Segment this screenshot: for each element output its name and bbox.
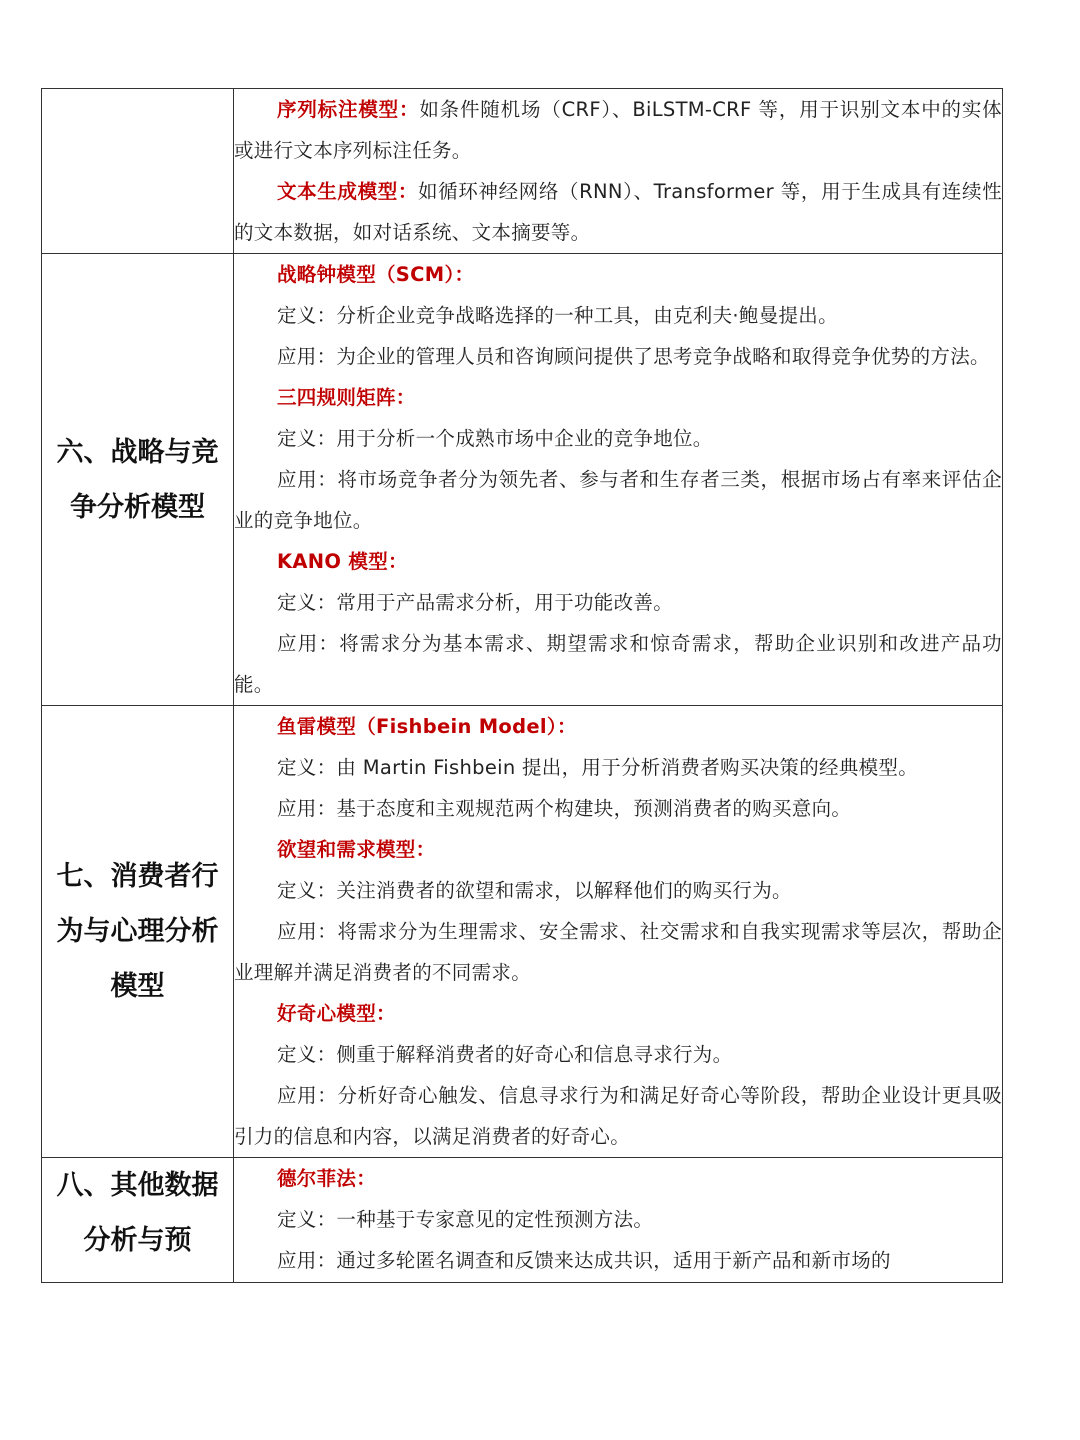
content-cell <box>234 89 1003 254</box>
paragraph-text: 应用：将需求分为基本需求、期望需求和惊奇需求，帮助企业识别和改进产品功能。 <box>234 632 1002 696</box>
model-title: 三四规则矩阵： <box>277 386 416 409</box>
category-label: 六、战略与竞争分析模型 <box>56 436 219 523</box>
table-row <box>42 89 1003 254</box>
paragraph <box>234 295 1002 336</box>
category-label: 八、其他数据分析与预 <box>56 1170 219 1256</box>
paragraph-text: 定义：关注消费者的欲望和需求，以解释他们的购买行为。 <box>277 879 792 902</box>
paragraph <box>234 1158 1002 1199</box>
category-cell <box>42 1158 234 1283</box>
paragraph <box>234 418 1002 459</box>
paragraph-text: 定义：一种基于专家意见的定性预测方法。 <box>277 1208 654 1231</box>
paragraph <box>234 377 1002 418</box>
paragraph <box>234 993 1002 1034</box>
model-title: 德尔菲法： <box>277 1167 377 1190</box>
content-cell <box>234 1158 1003 1283</box>
model-title: 序列标注模型： <box>277 98 420 121</box>
table-row <box>42 1158 1003 1283</box>
model-title: KANO 模型： <box>277 550 408 573</box>
table-row <box>42 706 1003 1158</box>
paragraph <box>234 1075 1002 1157</box>
paragraph-text: 定义：分析企业竞争战略选择的一种工具，由克利夫·鲍曼提出。 <box>277 304 838 327</box>
paragraph-text: 如条件随机场（CRF）、BiLSTM-CRF 等，用于识别文本中的实体或进行文本序列标注任务。 <box>234 98 1002 162</box>
paragraph-text: 应用：将需求分为生理需求、安全需求、社交需求和自我实现需求等层次，帮助企业理解并满足消费者的不同需求。 <box>234 920 1002 984</box>
paragraph-text: 应用：将市场竞争者分为领先者、参与者和生存者三类，根据市场占有率来评估企业的竞争地位。 <box>234 468 1002 532</box>
model-title: 欲望和需求模型： <box>277 838 436 861</box>
paragraph <box>234 1240 1002 1281</box>
paragraph-text: 定义：常用于产品需求分析，用于功能改善。 <box>277 591 674 614</box>
paragraph <box>234 623 1002 705</box>
paragraph <box>234 706 1002 747</box>
table-row <box>42 254 1003 706</box>
paragraph-text: 定义：用于分析一个成熟市场中企业的竞争地位。 <box>277 427 713 450</box>
content-cell <box>234 254 1003 706</box>
model-title: 好奇心模型： <box>277 1002 396 1025</box>
paragraph-text: 定义：侧重于解释消费者的好奇心和信息寻求行为。 <box>277 1043 733 1066</box>
model-title: 战略钟模型（SCM）： <box>277 263 475 286</box>
model-title: 文本生成模型： <box>277 180 418 203</box>
category-cell <box>42 254 234 706</box>
paragraph <box>234 870 1002 911</box>
paragraph <box>234 829 1002 870</box>
paragraph-text: 应用：为企业的管理人员和咨询顾问提供了思考竞争战略和取得竞争优势的方法。 <box>277 345 990 368</box>
paragraph-text: 应用：分析好奇心触发、信息寻求行为和满足好奇心等阶段，帮助企业设计更具吸引力的信息和内容，以满足消费者的好奇心。 <box>234 1084 1002 1148</box>
paragraph <box>234 459 1002 541</box>
paragraph <box>234 911 1002 993</box>
paragraph <box>234 171 1002 253</box>
category-cell <box>42 89 234 254</box>
paragraph <box>234 1199 1002 1240</box>
models-table <box>41 88 1003 1283</box>
paragraph <box>234 89 1002 171</box>
paragraph <box>234 254 1002 295</box>
paragraph-text: 应用：基于态度和主观规范两个构建块，预测消费者的购买意向。 <box>277 797 852 820</box>
paragraph-text: 定义：由 Martin Fishbein 提出，用于分析消费者购买决策的经典模型。 <box>277 756 918 779</box>
paragraph <box>234 336 1002 377</box>
paragraph <box>234 747 1002 788</box>
paragraph <box>234 541 1002 582</box>
model-title: 鱼雷模型（Fishbein Model）： <box>277 715 577 738</box>
paragraph-text: 应用：通过多轮匿名调查和反馈来达成共识，适用于新产品和新市场的 <box>277 1249 891 1272</box>
paragraph <box>234 582 1002 623</box>
category-cell <box>42 706 234 1158</box>
content-cell <box>234 706 1003 1158</box>
paragraph <box>234 1034 1002 1075</box>
paragraph <box>234 788 1002 829</box>
category-label: 七、消费者行为与心理分析模型 <box>56 861 219 1002</box>
paragraph-text: 如循环神经网络（RNN）、Transformer 等，用于生成具有连续性的文本数据，如对话系统、文本摘要等。 <box>234 180 1002 244</box>
